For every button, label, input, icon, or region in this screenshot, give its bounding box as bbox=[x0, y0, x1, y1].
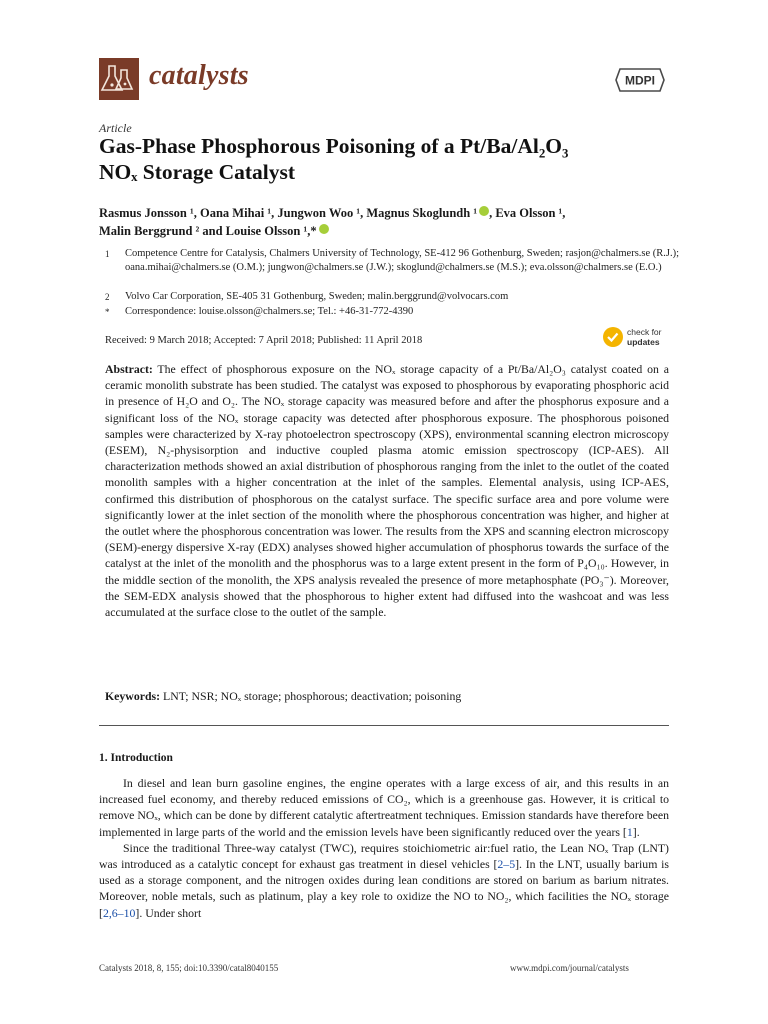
affiliation-marker: 2 bbox=[105, 292, 110, 302]
section-divider bbox=[99, 725, 669, 726]
article-type: Article bbox=[99, 121, 132, 135]
paper-title bbox=[99, 133, 699, 185]
affiliation-text: Volvo Car Corporation, SE-405 31 Gothenburg, Sweden; malin.berggrund@volvocars.com bbox=[125, 291, 509, 302]
affiliation-text: Correspondence: louise.olsson@chalmers.se; Tel.: +46-31-772-4390 bbox=[125, 306, 414, 317]
abstract-text: The effect of phosphorous exposure on the NOₓ storage capacity of a Pt/Ba/Al₂O₃ catalyst coated on a ceramic monolith substrate has been studied. The catalyst was exposed to phosphorous by evaporating phosphoric acid in presence of H₂O and O₂. The NOₓ storage capacity was measured before and after the phosphorus exposure and a significant loss of the NOₓ storage capacity was detected after phosphorous exposure. The phosphorous poisoned samples were characterized by X-ray photoelectron spectroscopy (XPS), environmental scanning electron microscopy (ESEM), N₂-physisorption and inductive coupled plasma atomic emission spectroscopy (ICP-AES). All characterization methods showed an axial distribution of phosphorous ranging from the inlet to the outlet of the coated monolith samples with a higher concentration at the inlet of the samples. Elemental analysis, using ICP-AES, confirmed this distribution of phosphorous on the catalyst surface. The specific surface area and pore volume were significantly lower at the inlet section of the monolith where the phosphorous concentration was higher, and higher at the outlet where the phosphorous concentration was lower. The results from the XPS and scanning electron microscopy (SEM)-energy dispersive X-ray (EDX) analyses showed higher accumulation of phosphorus towards the surface of the catalyst at the inlet of the monolith and the phosphorus was to a large extent present in the form of P₄O₁₀. However, in the middle section of the monolith, the XPS analysis revealed the presence of more metaphosphate (PO₃⁻). Moreover, the SEM-EDX analysis showed that the phosphorous to higher extent had diffused into the washcoat and was less accumulated at the surface close to the outlet of the sample. bbox=[105, 362, 669, 620]
abstract-label: Abstract: bbox=[105, 362, 153, 376]
affiliation-text: Competence Centre for Catalysis, Chalmers University of Technology, SE-412 96 Gothenburg, Sweden; rasjon@chalmers.se (R.J.); oana.mihai@chalmers.se (O.M.); jungwon@chalmers.se (J.W.); skoglund@chalmers.se (M.S.); eva.olsson@chalmers.se (E.O.) bbox=[125, 248, 680, 273]
authors-line-1b: , Eva Olsson ¹, bbox=[489, 206, 566, 220]
citation-link[interactable]: 2,6–10 bbox=[102, 905, 136, 920]
journal-name: catalysts bbox=[149, 60, 249, 91]
keywords bbox=[105, 689, 669, 704]
footer-citation: Catalysts 2018, 8, 155; doi:10.3390/catal8040155 bbox=[99, 963, 279, 973]
title-line-1: Gas-Phase Phosphorous Poisoning of a Pt/Ba/Al₂O₃ bbox=[99, 134, 569, 158]
affiliation-marker: * bbox=[105, 307, 110, 317]
check-for-updates-button[interactable] bbox=[602, 325, 672, 354]
svg-text:MDPI: MDPI bbox=[625, 73, 655, 88]
orcid-icon[interactable] bbox=[319, 224, 329, 234]
citation-link[interactable]: 1 bbox=[626, 824, 633, 839]
svg-text:check for: check for bbox=[627, 327, 662, 337]
title-line-2: NOₓ Storage Catalyst bbox=[99, 160, 296, 184]
publication-dates: Received: 9 March 2018; Accepted: 7 April 2018; Published: 11 April 2018 bbox=[105, 335, 423, 346]
citation-link[interactable]: 2–5 bbox=[497, 857, 516, 872]
keywords-label: Keywords: bbox=[105, 689, 161, 703]
keywords-text: LNT; NSR; NOₓ storage; phosphorous; deactivation; poisoning bbox=[163, 689, 462, 703]
author-list bbox=[99, 204, 679, 240]
paragraph: In diesel and lean burn gasoline engines, the engine operates with a large excess of air, and this results in an increased fuel economy, and thereby reduced emissions of CO₂, which is a greenhouse gas. However, it is critical to remove NOₓ, which can be done by different catalytic aftertreatment techniques. Emission standards have therefore been implemented in large parts of the world and the emission levels have been significantly reduced over the years [1]. bbox=[99, 776, 669, 839]
introduction-body bbox=[99, 775, 669, 921]
svg-text:updates: updates bbox=[627, 337, 660, 347]
mdpi-logo bbox=[614, 66, 666, 94]
authors-line-2: Malin Berggrund ² and Louise Olsson ¹,* bbox=[99, 224, 317, 238]
authors-line-1: Rasmus Jonsson ¹, Oana Mihai ¹, Jungwon Woo ¹, Magnus Skoglundh ¹ bbox=[99, 206, 478, 220]
orcid-icon[interactable] bbox=[479, 206, 489, 216]
affiliation-marker: 1 bbox=[105, 249, 110, 259]
paragraph: Since the traditional Three-way catalyst (TWC), requires stoichiometric air:fuel ratio, the Lean NOₓ Trap (LNT) was introduced as a catalytic concept for exhaust gas treatment in diesel vehicles [2–5]. In the LNT, usually barium is used as a storage component, and the nitrogen oxides during lean conditions are stored on barium as barium nitrates. Moreover, noble metals, such as platinum, play a key role to oxidize the NO to NO₂, which facilities the NOₓ storage [2,6–10]. Under short bbox=[99, 840, 669, 920]
abstract bbox=[105, 361, 669, 620]
section-heading: 1. Introduction bbox=[99, 752, 173, 764]
footer-journal-url[interactable]: www.mdpi.com/journal/catalysts bbox=[510, 963, 629, 973]
journal-logo bbox=[99, 58, 139, 100]
